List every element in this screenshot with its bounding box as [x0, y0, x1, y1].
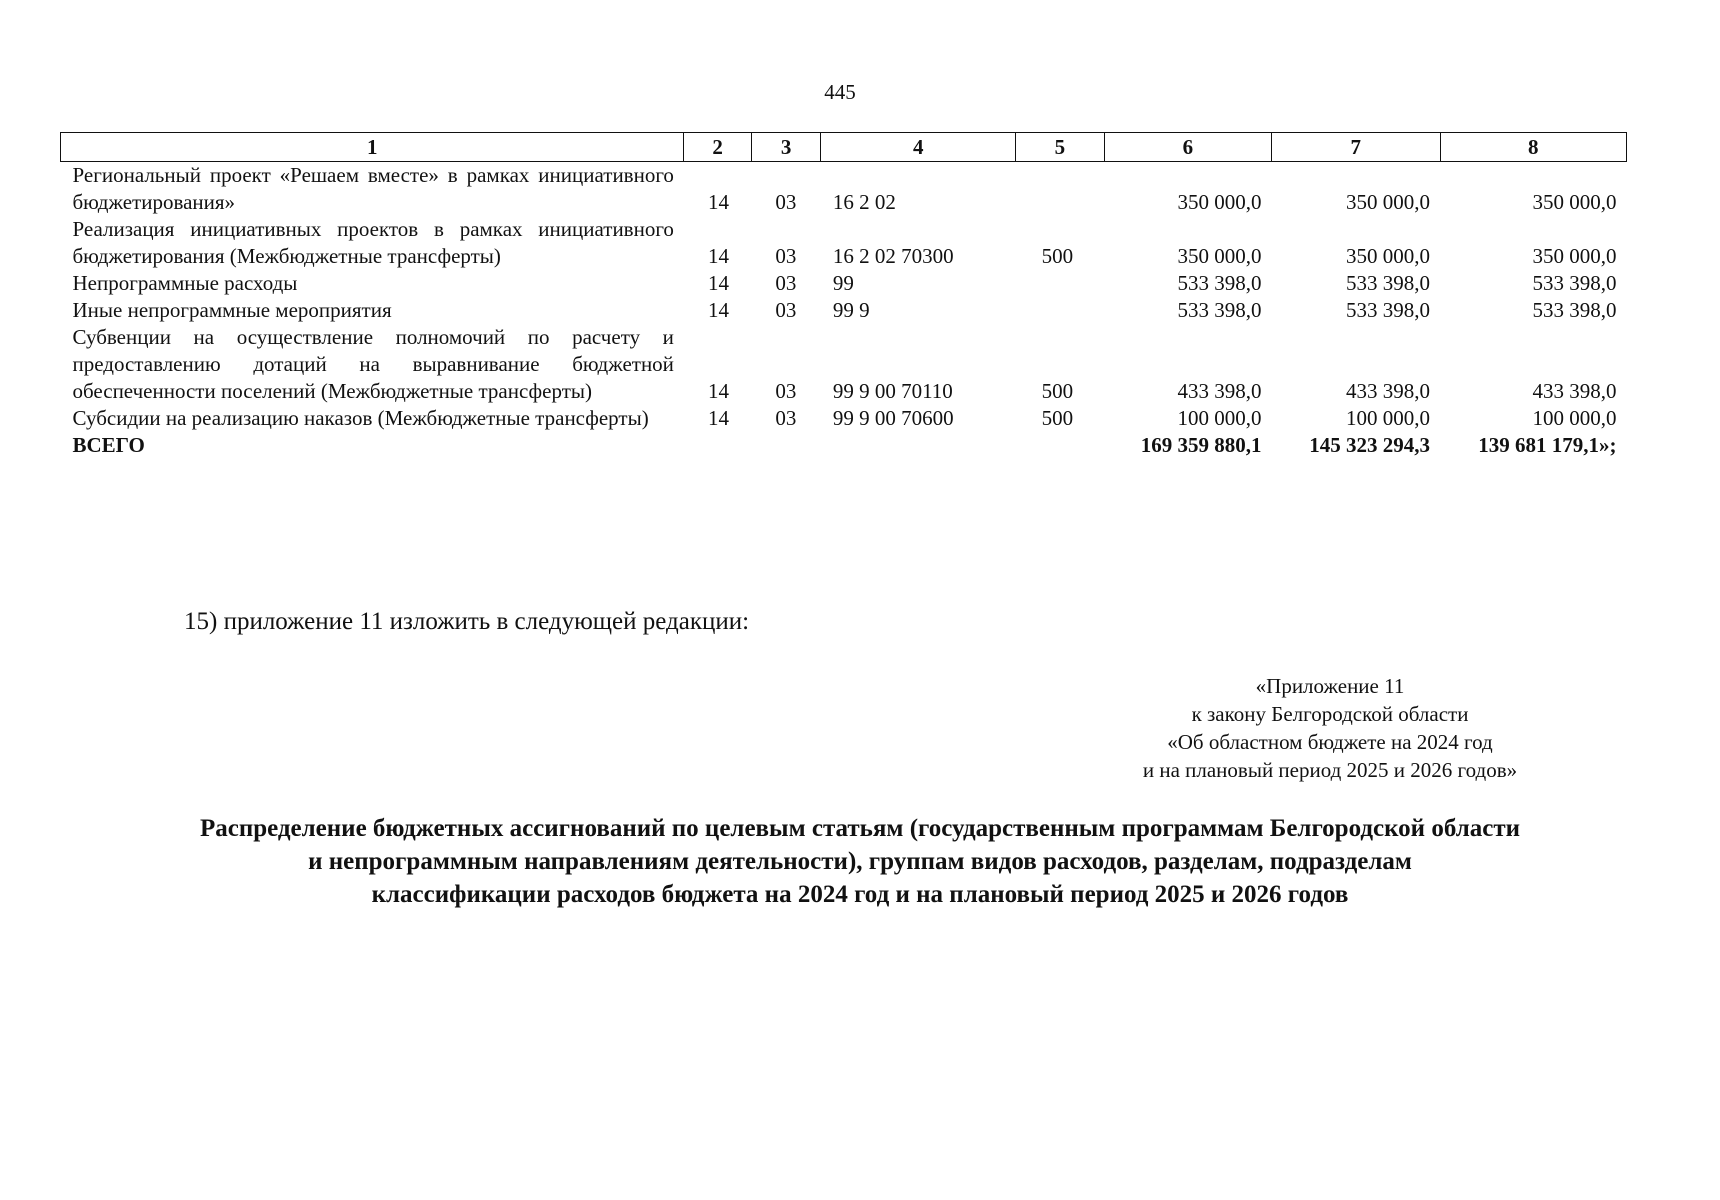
amount-2026: 100 000,0	[1532, 406, 1617, 430]
column-header: 6	[1104, 133, 1271, 162]
target-article-code: 16 2 02 70300	[832, 244, 954, 268]
expense-type-code: 500	[1041, 406, 1074, 430]
appendix-line: «Об областном бюджете на 2024 год	[1167, 730, 1493, 754]
row-name: Непрограммные расходы	[72, 271, 298, 295]
expense-type-code: 500	[1041, 379, 1074, 403]
table-row	[61, 270, 1627, 297]
amount-2025: 350 000,0	[1346, 244, 1431, 268]
total-label: ВСЕГО	[72, 433, 145, 457]
column-header: 2	[684, 133, 751, 162]
table-row	[61, 162, 1627, 217]
subsection-code: 03	[775, 244, 797, 268]
amount-2024: 533 398,0	[1177, 298, 1262, 322]
amount-2024: 350 000,0	[1177, 190, 1262, 214]
appendix-reference	[1000, 672, 1660, 784]
document-title	[40, 812, 1680, 911]
amount-2024: 433 398,0	[1177, 379, 1262, 403]
amount-2025: 533 398,0	[1346, 271, 1431, 295]
target-article-code: 16 2 02	[832, 190, 896, 214]
column-header: 3	[751, 133, 821, 162]
title-line: Распределение бюджетных ассигнований по целевым статьям (государственным программам Белгородской области	[199, 815, 1521, 842]
title-line: и непрограммным направлениям деятельности), группам видов расходов, разделам, подразделам	[308, 848, 1412, 875]
table-row	[61, 324, 1627, 405]
total-2026: 139 681 179,1»;	[1478, 433, 1617, 457]
table-row	[61, 216, 1627, 270]
target-article-code: 99 9 00 70600	[832, 406, 954, 430]
column-header: 8	[1440, 133, 1626, 162]
subsection-code: 03	[775, 190, 797, 214]
row-name: Реализация инициативных проектов в рамках инициативного бюджетирования (Межбюджетные трансферты)	[72, 217, 674, 268]
row-name: Субвенции на осуществление полномочий по расчету и предоставлению дотаций на выравнивание бюджетной обеспеченности поселений (Межбюджетные трансферты)	[72, 325, 674, 403]
amount-2024: 350 000,0	[1177, 244, 1262, 268]
column-header: 5	[1016, 133, 1104, 162]
budget-table	[60, 132, 1627, 459]
column-header: 1	[61, 133, 684, 162]
expense-type-code: 500	[1041, 244, 1074, 268]
subsection-code: 03	[775, 406, 797, 430]
amount-2026: 533 398,0	[1532, 271, 1617, 295]
section-code: 14	[707, 379, 729, 403]
amount-2025: 100 000,0	[1346, 406, 1431, 430]
table-row	[61, 405, 1627, 432]
row-name: Субсидии на реализацию наказов (Межбюджетные трансферты)	[72, 406, 649, 430]
amount-2026: 350 000,0	[1532, 190, 1617, 214]
row-name: Иные непрограммные мероприятия	[72, 298, 392, 322]
amount-2025: 350 000,0	[1346, 190, 1431, 214]
section-code: 14	[707, 244, 729, 268]
amount-2024: 100 000,0	[1177, 406, 1262, 430]
total-row	[61, 432, 1627, 459]
section-code: 14	[707, 406, 729, 430]
amount-2026: 433 398,0	[1532, 379, 1617, 403]
row-name: Региональный проект «Решаем вместе» в рамках инициативного бюджетирования»	[72, 163, 674, 214]
title-line: классификации расходов бюджета на 2024 год и на плановый период 2025 и 2026 годов	[371, 881, 1349, 908]
expense-type-code	[1016, 297, 1104, 324]
section-code: 14	[707, 298, 729, 322]
table-row	[61, 297, 1627, 324]
target-article-code: 99 9	[832, 298, 870, 322]
appendix-line: к закону Белгородской области	[1191, 702, 1469, 726]
target-article-code: 99 9 00 70110	[832, 379, 953, 403]
subsection-code: 03	[775, 379, 797, 403]
appendix-line: и на плановый период 2025 и 2026 годов»	[1142, 758, 1518, 782]
column-header: 7	[1272, 133, 1441, 162]
column-header: 4	[821, 133, 1016, 162]
section-code: 14	[707, 190, 729, 214]
amount-2025: 433 398,0	[1346, 379, 1431, 403]
amount-2026: 533 398,0	[1532, 298, 1617, 322]
subsection-code: 03	[775, 271, 797, 295]
subsection-code: 03	[775, 298, 797, 322]
total-2024: 169 359 880,1	[1140, 433, 1262, 457]
section-code: 14	[707, 271, 729, 295]
expense-type-code	[1016, 162, 1104, 217]
table-header-row	[61, 133, 1627, 162]
total-2025: 145 323 294,3	[1309, 433, 1431, 457]
page-number: 445	[824, 80, 856, 104]
amount-2024: 533 398,0	[1177, 271, 1262, 295]
target-article-code: 99	[832, 271, 854, 295]
expense-type-code	[1016, 270, 1104, 297]
amount-2026: 350 000,0	[1532, 244, 1617, 268]
amendment-instruction: 15) приложение 11 изложить в следующей редакции:	[184, 608, 750, 635]
amount-2025: 533 398,0	[1346, 298, 1431, 322]
appendix-line: «Приложение 11	[1255, 674, 1405, 698]
